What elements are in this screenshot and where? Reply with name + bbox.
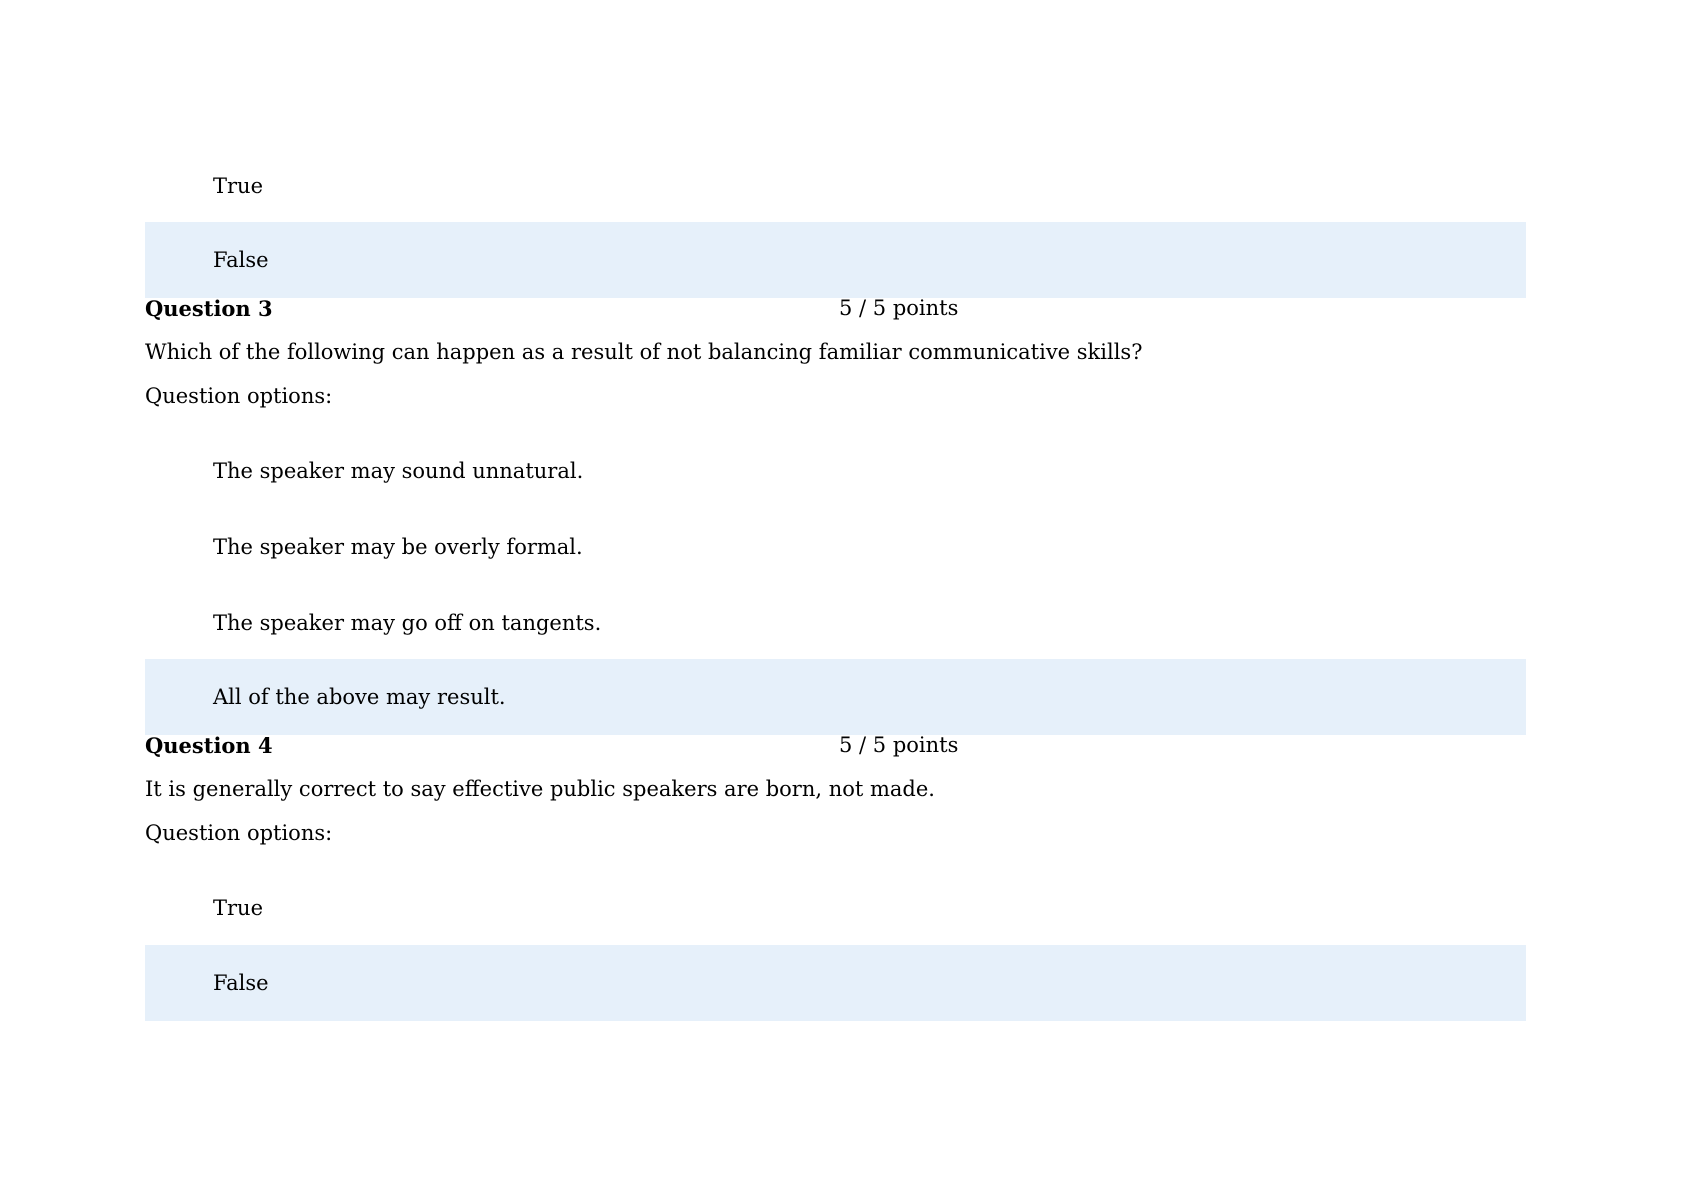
option-row-selected[interactable]: [145, 945, 1526, 1021]
option-row[interactable]: [145, 433, 1526, 509]
option-row[interactable]: [145, 148, 1526, 224]
question-title: Question 4: [145, 733, 273, 758]
option-label: The speaker may go off on tangents.: [213, 611, 602, 635]
question-points: 5 / 5 points: [839, 733, 959, 757]
question-options-label: Question options:: [145, 384, 333, 408]
question-text: It is generally correct to say effective public speakers are born, not made.: [145, 777, 935, 801]
option-label: False: [213, 971, 269, 995]
option-label: All of the above may result.: [213, 685, 506, 709]
option-row[interactable]: [145, 870, 1526, 946]
option-row-selected[interactable]: [145, 659, 1526, 735]
option-row[interactable]: [145, 585, 1526, 661]
option-label: The speaker may sound unnatural.: [213, 459, 584, 483]
option-row[interactable]: [145, 509, 1526, 585]
option-row-selected[interactable]: [145, 222, 1526, 298]
option-label: False: [213, 248, 269, 272]
question-points: 5 / 5 points: [839, 296, 959, 320]
option-label: The speaker may be overly formal.: [213, 535, 583, 559]
question-options-label: Question options:: [145, 821, 333, 845]
option-label: True: [213, 174, 263, 198]
question-title: Question 3: [145, 296, 273, 321]
question-text: Which of the following can happen as a result of not balancing familiar communicative skills?: [145, 340, 1143, 364]
option-label: True: [213, 896, 263, 920]
